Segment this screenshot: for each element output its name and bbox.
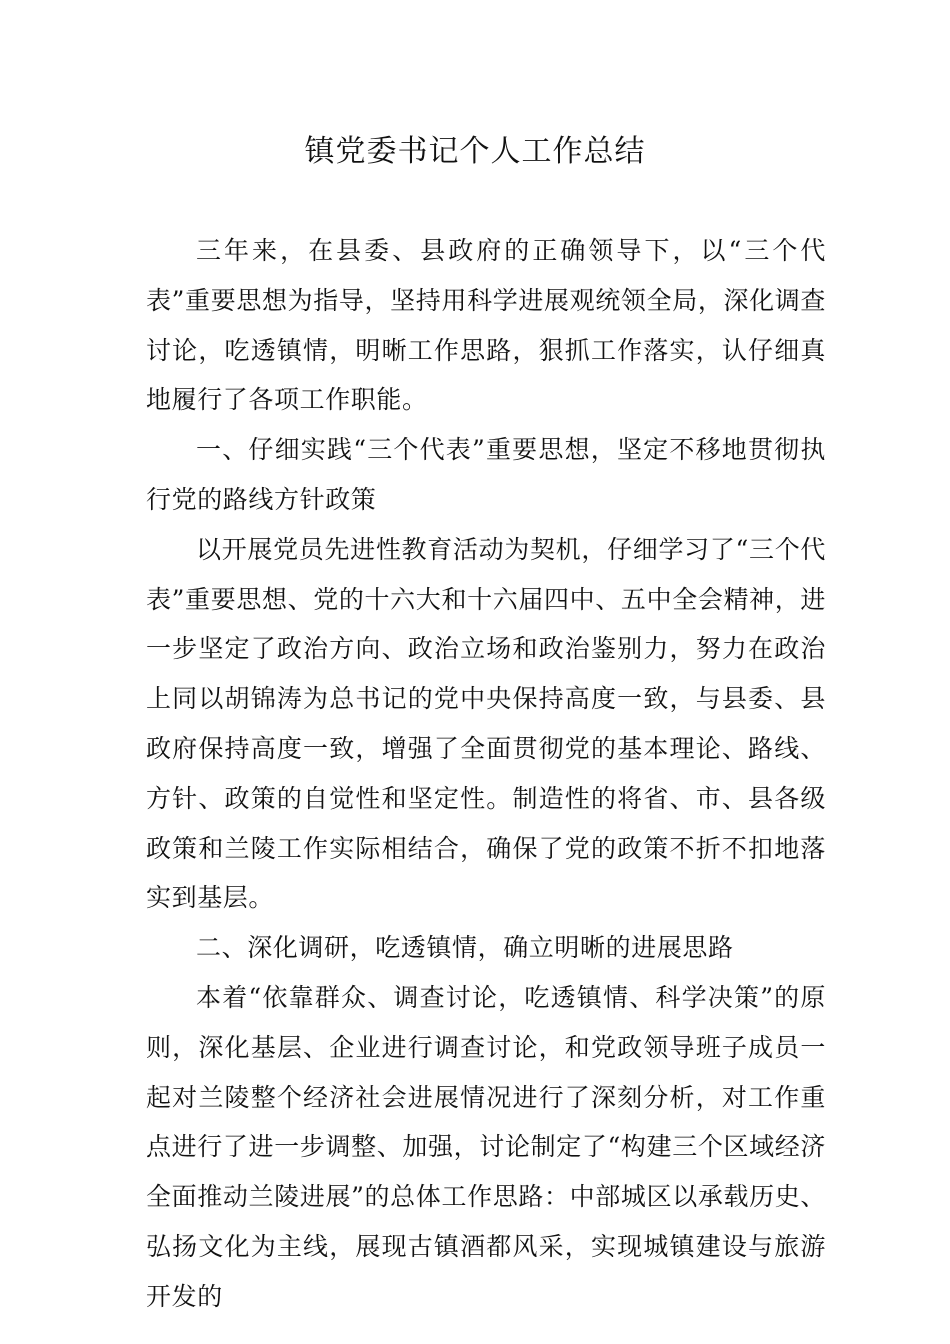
section-1-paragraph: 以开展党员先进性教育活动为契机，仔细学习了“三个代表”重要思想、党的十六大和十六届四中、五中全会精神，进一步坚定了政治方向、政治立场和政治鉴别力，努力在政治上同以胡锦涛为总书记的党中央保持高度一致，与县委、县政府保持高度一致，增强了全面贯彻党的基本理论、路线、方针、政策的自觉性和坚定性。制造性的将省、市、县各级政策和兰陵工作实际相结合，确保了党的政策不折不扣地落实到基层。 (146, 534, 826, 913)
section-heading-1: 一、仔细实践“三个代表”重要思想，坚定不移地贯彻执行党的路线方针政策 (146, 435, 826, 514)
section-heading-2: 二、深化调研，吃透镇情，确立明晰的进展思路 (196, 933, 734, 963)
intro-paragraph: 三年来，在县委、县政府的正确领导下，以“三个代表”重要思想为指导，坚持用科学进展观统领全局，深化调查讨论，吃透镇情，明晰工作思路，狠抓工作落实，认仔细真地履行了各项工作职能。 (146, 236, 826, 415)
document-body (146, 226, 826, 1322)
document-title: 镇党委书记个人工作总结 (304, 134, 646, 169)
section-2-paragraph: 本着“依靠群众、调查讨论，吃透镇情、科学决策”的原则，深化基层、企业进行调查讨论，和党政领导班子成员一起对兰陵整个经济社会进展情况进行了深刻分析，对工作重点进行了进一步调整、加强，讨论制定了“构建三个区域经济全面推动兰陵进展”的总体工作思路：中部城区以承载历史、弘扬文化为主线，展现古镇酒都风采，实现城镇建设与旅游开发的 (146, 982, 826, 1311)
